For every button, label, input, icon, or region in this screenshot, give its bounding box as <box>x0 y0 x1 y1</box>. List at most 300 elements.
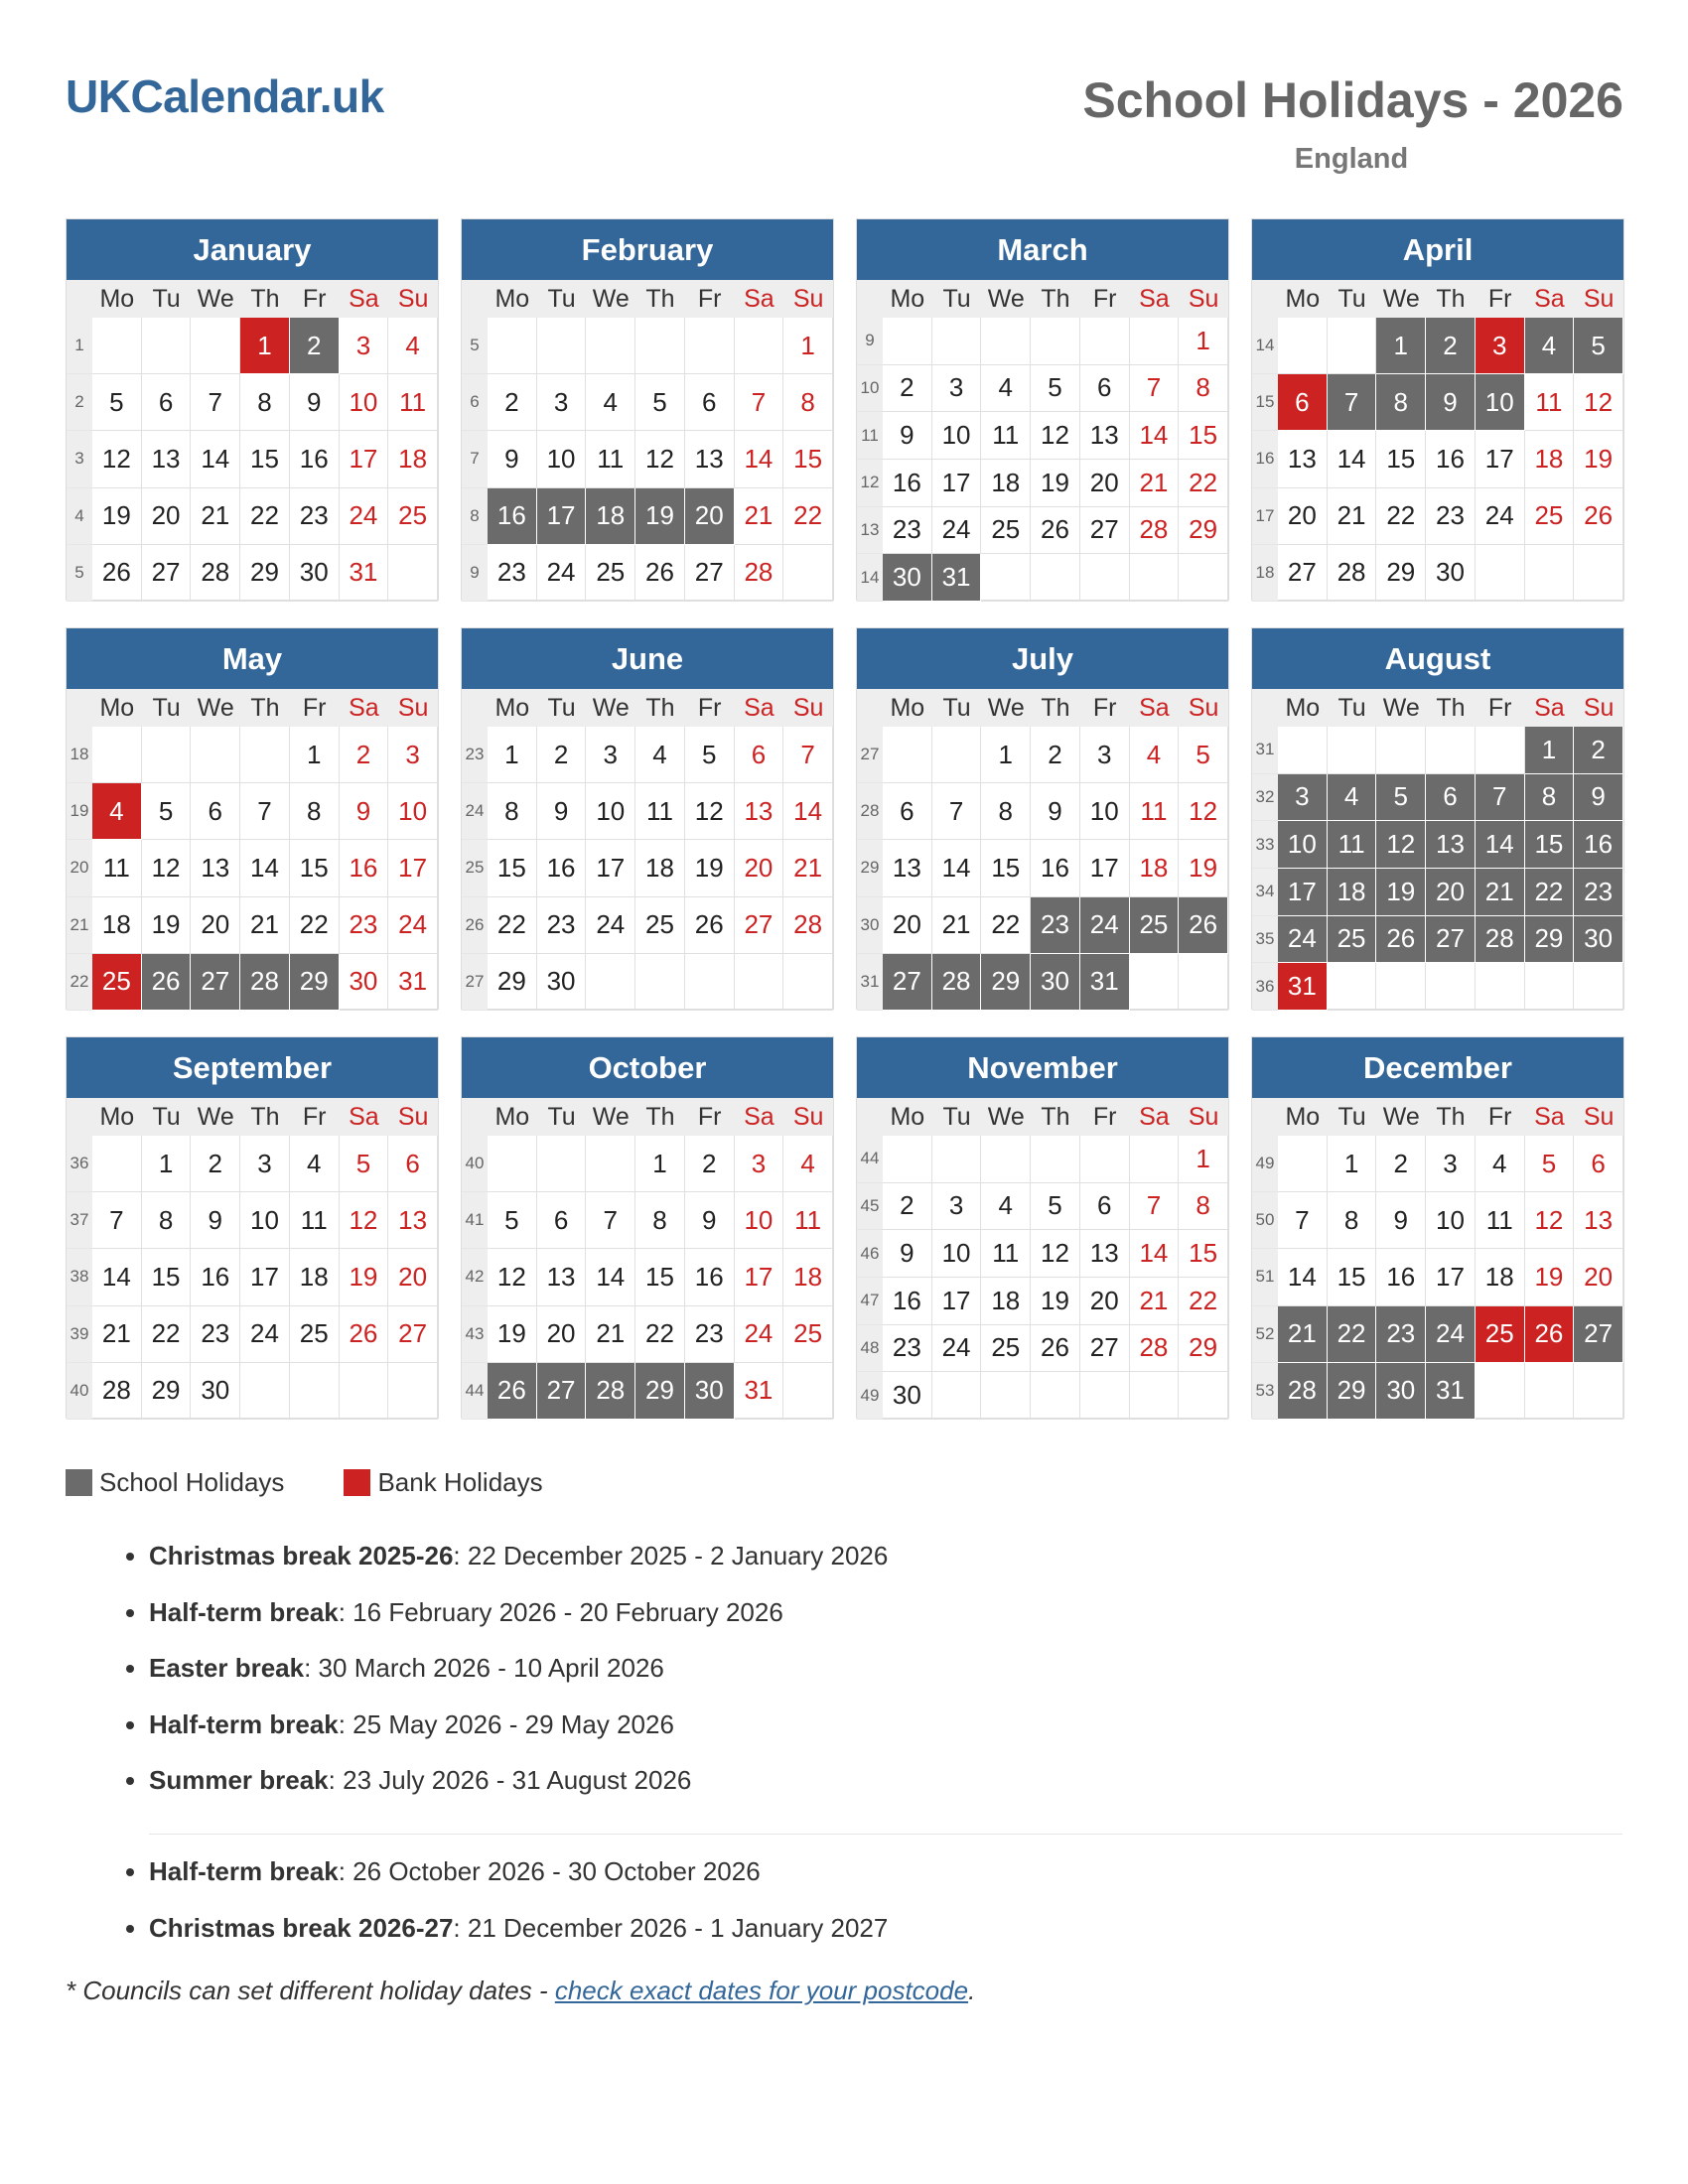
day-empty <box>1080 1372 1130 1420</box>
day-empty <box>488 1136 537 1192</box>
day-cell: 28 <box>1130 507 1180 555</box>
day-cell: 2 <box>1376 1136 1426 1192</box>
day-cell: 13 <box>388 1192 438 1249</box>
legend-school <box>66 1467 284 1498</box>
day-empty <box>635 954 685 1011</box>
weekday-header: We <box>191 280 240 318</box>
day-cell: 27 <box>537 1363 587 1420</box>
weekday-header: Mo <box>92 1098 142 1136</box>
page-subtitle: England <box>1294 143 1409 175</box>
day-cell: 14 <box>1130 1230 1180 1278</box>
day-cell: 24 <box>932 1325 982 1373</box>
day-cell: 29 <box>1328 1363 1377 1420</box>
day-empty <box>981 1372 1031 1420</box>
weekday-header: Tu <box>932 689 982 727</box>
weekday-header: Su <box>1574 1098 1623 1136</box>
week-number: 51 <box>1252 1249 1278 1305</box>
week-number: 6 <box>462 374 488 431</box>
day-cell: 23 <box>1376 1306 1426 1363</box>
day-cell: 5 <box>1031 365 1080 413</box>
week-number: 15 <box>1252 374 1278 431</box>
weekday-header: Mo <box>883 1098 932 1136</box>
day-cell: 28 <box>1476 916 1525 964</box>
day-cell: 27 <box>1080 507 1130 555</box>
day-cell: 21 <box>1328 488 1377 545</box>
day-cell: 25 <box>1476 1306 1525 1363</box>
day-cell: 2 <box>537 727 587 783</box>
day-cell: 15 <box>635 1249 685 1305</box>
day-cell: 2 <box>1031 727 1080 783</box>
weekday-header: Sa <box>735 280 784 318</box>
month-grid <box>462 280 833 602</box>
day-cell: 7 <box>1130 365 1180 413</box>
day-cell: 16 <box>883 460 932 507</box>
day-cell: 27 <box>388 1306 438 1363</box>
month-title: February <box>462 219 833 280</box>
day-empty <box>537 1136 587 1192</box>
day-cell: 21 <box>783 840 833 896</box>
month-title: September <box>67 1037 438 1098</box>
weekday-header: Th <box>1031 1098 1080 1136</box>
weekday-header: Tu <box>142 1098 192 1136</box>
weekday-header: Tu <box>537 689 587 727</box>
day-cell: 16 <box>1031 840 1080 896</box>
day-cell: 25 <box>92 954 142 1011</box>
day-cell: 21 <box>92 1306 142 1363</box>
weekday-header: Su <box>1574 280 1623 318</box>
day-empty <box>1574 1363 1623 1420</box>
day-cell: 17 <box>1476 431 1525 487</box>
weekday-header: Fr <box>290 689 340 727</box>
day-cell: 30 <box>685 1363 735 1420</box>
week-number: 2 <box>67 374 92 431</box>
day-cell: 11 <box>635 783 685 840</box>
day-cell: 17 <box>735 1249 784 1305</box>
day-cell: 29 <box>1179 507 1228 555</box>
day-cell: 9 <box>191 1192 240 1249</box>
day-cell: 11 <box>1130 783 1180 840</box>
day-cell: 21 <box>1130 460 1180 507</box>
day-cell: 2 <box>1426 318 1476 374</box>
day-cell: 26 <box>1031 1325 1080 1373</box>
day-cell: 20 <box>537 1306 587 1363</box>
day-cell: 1 <box>1179 318 1228 365</box>
weekday-header: We <box>586 1098 635 1136</box>
day-cell: 3 <box>1476 318 1525 374</box>
weekday-header: Su <box>388 1098 438 1136</box>
postcode-link[interactable]: check exact dates for your postcode <box>554 1976 969 2005</box>
day-cell: 1 <box>290 727 340 783</box>
day-cell: 20 <box>735 840 784 896</box>
day-empty <box>1179 954 1228 1011</box>
weekday-header: Sa <box>1130 1098 1180 1136</box>
day-cell: 20 <box>1574 1249 1623 1305</box>
weekday-header: Mo <box>883 689 932 727</box>
week-number: 13 <box>857 507 883 555</box>
day-cell: 27 <box>191 954 240 1011</box>
week-number: 40 <box>462 1136 488 1192</box>
day-cell: 21 <box>932 897 982 954</box>
weekday-header: We <box>981 280 1031 318</box>
weekday-header: Mo <box>1278 280 1328 318</box>
break-dates: : 23 July 2026 - 31 August 2026 <box>328 1765 692 1795</box>
day-cell: 10 <box>1426 1192 1476 1249</box>
day-empty <box>92 727 142 783</box>
day-cell: 1 <box>142 1136 192 1192</box>
day-cell: 23 <box>883 507 932 555</box>
month-title: April <box>1252 219 1623 280</box>
day-empty <box>1130 954 1180 1011</box>
day-cell: 5 <box>1376 774 1426 822</box>
footnote-suffix: . <box>968 1976 976 2005</box>
day-cell: 5 <box>340 1136 389 1192</box>
day-cell: 19 <box>142 897 192 954</box>
day-empty <box>685 954 735 1011</box>
day-cell: 7 <box>586 1192 635 1249</box>
day-cell: 9 <box>1031 783 1080 840</box>
month-grid <box>462 1098 833 1420</box>
break-name: Easter break <box>149 1653 305 1683</box>
week-corner <box>67 280 92 318</box>
day-cell: 10 <box>537 431 587 487</box>
day-cell: 22 <box>783 488 833 545</box>
day-cell: 27 <box>1080 1325 1130 1373</box>
day-cell: 14 <box>240 840 290 896</box>
day-empty <box>586 1136 635 1192</box>
day-cell: 23 <box>290 488 340 545</box>
day-cell: 15 <box>1328 1249 1377 1305</box>
day-cell: 27 <box>883 954 932 1011</box>
day-cell: 26 <box>1574 488 1623 545</box>
month-grid <box>67 1098 438 1420</box>
day-cell: 15 <box>290 840 340 896</box>
day-empty <box>735 954 784 1011</box>
day-cell: 13 <box>142 431 192 487</box>
week-corner <box>1252 689 1278 727</box>
day-cell: 8 <box>1525 774 1575 822</box>
weekday-header: Fr <box>1476 280 1525 318</box>
day-cell: 23 <box>883 1325 932 1373</box>
weekday-header: Th <box>1426 280 1476 318</box>
weekday-header: Fr <box>685 1098 735 1136</box>
day-empty <box>1080 318 1130 365</box>
day-cell: 25 <box>1525 488 1575 545</box>
day-cell: 18 <box>783 1249 833 1305</box>
day-cell: 4 <box>635 727 685 783</box>
week-number: 44 <box>462 1363 488 1420</box>
day-cell: 4 <box>1328 774 1377 822</box>
legend-bank <box>344 1467 542 1498</box>
day-cell: 2 <box>290 318 340 374</box>
week-number: 45 <box>857 1183 883 1231</box>
week-number: 29 <box>857 840 883 896</box>
weekday-header: Th <box>1426 689 1476 727</box>
week-number: 20 <box>67 840 92 896</box>
day-cell: 28 <box>1278 1363 1328 1420</box>
day-cell: 24 <box>932 507 982 555</box>
day-cell: 6 <box>142 374 192 431</box>
breaks-list-primary <box>107 1541 888 1822</box>
day-empty <box>635 318 685 374</box>
week-number: 22 <box>67 954 92 1011</box>
weekday-header: Fr <box>1080 1098 1130 1136</box>
day-empty <box>981 1136 1031 1183</box>
week-number: 32 <box>1252 774 1278 822</box>
weekday-header: Su <box>1179 1098 1228 1136</box>
day-cell: 30 <box>537 954 587 1011</box>
day-cell: 13 <box>883 840 932 896</box>
day-cell: 3 <box>1426 1136 1476 1192</box>
day-cell: 10 <box>735 1192 784 1249</box>
day-cell: 27 <box>142 545 192 602</box>
day-cell: 26 <box>340 1306 389 1363</box>
day-cell: 22 <box>1525 869 1575 916</box>
day-cell: 16 <box>883 1278 932 1325</box>
weekday-header: Mo <box>883 280 932 318</box>
day-cell: 2 <box>883 365 932 413</box>
week-number: 5 <box>67 545 92 602</box>
day-empty <box>1426 727 1476 774</box>
weekday-header: Fr <box>290 280 340 318</box>
day-cell: 27 <box>1574 1306 1623 1363</box>
page-title: School Holidays - 2026 <box>1082 72 1623 128</box>
day-cell: 18 <box>1476 1249 1525 1305</box>
day-empty <box>883 1136 932 1183</box>
week-number: 28 <box>857 783 883 840</box>
day-empty <box>340 1363 389 1420</box>
day-empty <box>191 318 240 374</box>
school-holiday-swatch <box>66 1469 92 1496</box>
day-cell: 14 <box>1278 1249 1328 1305</box>
day-cell: 15 <box>1376 431 1426 487</box>
day-cell: 30 <box>290 545 340 602</box>
day-empty <box>1031 1372 1080 1420</box>
break-dates: : 16 February 2026 - 20 February 2026 <box>338 1596 783 1627</box>
break-name: Half-term break <box>149 1708 339 1739</box>
day-cell: 7 <box>1130 1183 1180 1231</box>
day-cell: 17 <box>932 460 982 507</box>
divider <box>149 1834 1622 1835</box>
weekday-header: Su <box>388 689 438 727</box>
weekday-header: We <box>586 689 635 727</box>
day-cell: 3 <box>586 727 635 783</box>
break-name: Half-term break <box>149 1856 339 1886</box>
day-cell: 30 <box>1574 916 1623 964</box>
break-dates: : 30 March 2026 - 10 April 2026 <box>304 1653 664 1683</box>
day-cell: 7 <box>92 1192 142 1249</box>
day-cell: 29 <box>240 545 290 602</box>
day-empty <box>1179 1372 1228 1420</box>
day-cell: 9 <box>290 374 340 431</box>
day-empty <box>981 554 1031 602</box>
day-cell: 17 <box>537 488 587 545</box>
day-cell: 8 <box>1376 374 1426 431</box>
day-cell: 8 <box>290 783 340 840</box>
day-cell: 17 <box>1278 869 1328 916</box>
weekday-header: Fr <box>685 689 735 727</box>
day-cell: 23 <box>340 897 389 954</box>
day-empty <box>1278 727 1328 774</box>
day-empty <box>1278 318 1328 374</box>
day-cell: 12 <box>488 1249 537 1305</box>
day-cell: 23 <box>488 545 537 602</box>
weekday-header: Th <box>635 280 685 318</box>
day-cell: 31 <box>735 1363 784 1420</box>
day-cell: 19 <box>340 1249 389 1305</box>
day-empty <box>388 545 438 602</box>
week-number: 36 <box>67 1136 92 1192</box>
week-number: 49 <box>857 1372 883 1420</box>
day-cell: 7 <box>1278 1192 1328 1249</box>
day-cell: 9 <box>1426 374 1476 431</box>
weekday-header: Tu <box>1328 689 1377 727</box>
day-cell: 25 <box>1130 897 1180 954</box>
day-cell: 26 <box>1376 916 1426 964</box>
weekday-header: Sa <box>1525 1098 1575 1136</box>
day-cell: 16 <box>191 1249 240 1305</box>
day-cell: 31 <box>932 554 982 602</box>
day-cell: 6 <box>685 374 735 431</box>
weekday-header: We <box>1376 689 1426 727</box>
day-cell: 31 <box>1426 1363 1476 1420</box>
month-grid <box>462 689 833 1011</box>
day-cell: 15 <box>981 840 1031 896</box>
week-number: 12 <box>857 460 883 507</box>
day-cell: 28 <box>1328 545 1377 602</box>
day-cell: 15 <box>488 840 537 896</box>
legend-school-label: School Holidays <box>99 1467 285 1497</box>
day-cell: 23 <box>685 1306 735 1363</box>
week-number: 24 <box>462 783 488 840</box>
day-empty <box>191 727 240 783</box>
day-cell: 7 <box>1476 774 1525 822</box>
day-cell: 9 <box>685 1192 735 1249</box>
week-number: 9 <box>857 318 883 365</box>
site-logo[interactable]: UKCalendar.uk <box>66 70 384 122</box>
day-cell: 23 <box>1031 897 1080 954</box>
weekday-header: Tu <box>1328 1098 1377 1136</box>
day-cell: 5 <box>488 1192 537 1249</box>
weekday-header: We <box>191 689 240 727</box>
day-cell: 3 <box>388 727 438 783</box>
day-cell: 26 <box>685 897 735 954</box>
day-empty <box>1476 1363 1525 1420</box>
day-cell: 17 <box>932 1278 982 1325</box>
day-cell: 19 <box>1179 840 1228 896</box>
day-cell: 30 <box>1376 1363 1426 1420</box>
day-empty <box>1328 963 1377 1011</box>
legend-bank-label: Bank Holidays <box>377 1467 543 1497</box>
weekday-header: We <box>191 1098 240 1136</box>
day-cell: 28 <box>240 954 290 1011</box>
day-cell: 4 <box>981 1183 1031 1231</box>
legend <box>66 1467 603 1498</box>
week-number: 30 <box>857 897 883 954</box>
day-cell: 1 <box>488 727 537 783</box>
day-cell: 8 <box>142 1192 192 1249</box>
weekday-header: Tu <box>932 1098 982 1136</box>
day-empty <box>1476 727 1525 774</box>
day-cell: 8 <box>1179 1183 1228 1231</box>
month-title: July <box>857 628 1228 689</box>
month-may <box>66 627 439 1010</box>
month-grid <box>857 280 1228 602</box>
day-cell: 22 <box>142 1306 192 1363</box>
day-empty <box>1179 554 1228 602</box>
day-cell: 6 <box>191 783 240 840</box>
day-empty <box>783 954 833 1011</box>
day-empty <box>1376 727 1426 774</box>
day-cell: 1 <box>783 318 833 374</box>
day-empty <box>1574 963 1623 1011</box>
day-empty <box>240 1363 290 1420</box>
weekday-header: We <box>981 689 1031 727</box>
week-number: 43 <box>462 1306 488 1363</box>
day-cell: 12 <box>340 1192 389 1249</box>
day-cell: 1 <box>1376 318 1426 374</box>
day-cell: 18 <box>1130 840 1180 896</box>
break-dates: : 26 October 2026 - 30 October 2026 <box>338 1856 761 1886</box>
month-title: June <box>462 628 833 689</box>
day-cell: 16 <box>1574 821 1623 869</box>
day-cell: 9 <box>1376 1192 1426 1249</box>
day-cell: 9 <box>340 783 389 840</box>
weekday-header: Fr <box>1080 689 1130 727</box>
day-cell: 13 <box>537 1249 587 1305</box>
day-cell: 4 <box>1525 318 1575 374</box>
day-cell: 4 <box>1130 727 1180 783</box>
day-cell: 14 <box>1130 412 1180 460</box>
day-cell: 3 <box>735 1136 784 1192</box>
day-cell: 11 <box>783 1192 833 1249</box>
month-december <box>1251 1036 1624 1419</box>
weekday-header: Tu <box>932 280 982 318</box>
day-empty <box>1130 1136 1180 1183</box>
day-empty <box>92 1136 142 1192</box>
day-empty <box>1031 1136 1080 1183</box>
day-empty <box>1525 1363 1575 1420</box>
week-corner <box>857 689 883 727</box>
day-cell: 4 <box>290 1136 340 1192</box>
day-empty <box>1476 545 1525 602</box>
day-cell: 3 <box>1278 774 1328 822</box>
day-empty <box>1130 1372 1180 1420</box>
day-cell: 13 <box>1080 412 1130 460</box>
weekday-header: Fr <box>685 280 735 318</box>
month-grid <box>857 1098 1228 1420</box>
day-cell: 26 <box>1525 1306 1575 1363</box>
day-cell: 14 <box>735 431 784 487</box>
day-cell: 20 <box>142 488 192 545</box>
day-cell: 29 <box>488 954 537 1011</box>
months-grid <box>66 218 1624 1419</box>
week-number: 34 <box>1252 869 1278 916</box>
week-number: 19 <box>67 783 92 840</box>
day-cell: 18 <box>586 488 635 545</box>
week-number: 26 <box>462 897 488 954</box>
day-cell: 29 <box>142 1363 192 1420</box>
day-cell: 15 <box>783 431 833 487</box>
month-february <box>461 218 834 601</box>
day-cell: 16 <box>685 1249 735 1305</box>
day-cell: 18 <box>635 840 685 896</box>
weekday-header: Fr <box>290 1098 340 1136</box>
day-cell: 25 <box>290 1306 340 1363</box>
weekday-header: Mo <box>92 689 142 727</box>
weekday-header: Mo <box>92 280 142 318</box>
month-june <box>461 627 834 1010</box>
day-empty <box>932 318 982 365</box>
